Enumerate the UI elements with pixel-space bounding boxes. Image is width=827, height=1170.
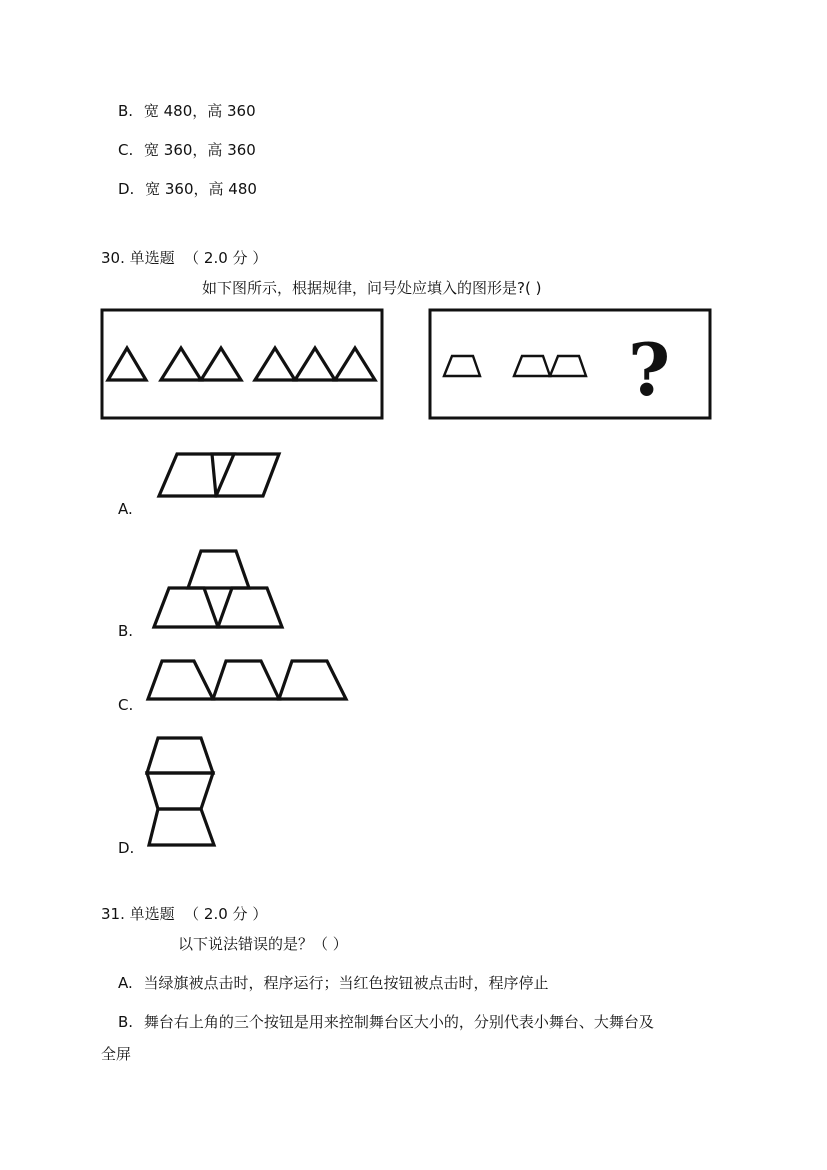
- option-letter: B.: [118, 1013, 134, 1031]
- hexagon-shape: [147, 738, 213, 773]
- trapezoid-shape: [213, 661, 279, 699]
- q30-stem: 如下图所示，根据规律，问号处应填入的图形是?( ): [202, 279, 542, 297]
- q30-header: 30. 单选题 （ 2.0 分 ）: [101, 249, 268, 267]
- q30-option-b[interactable]: B.: [118, 622, 134, 640]
- option-text: 宽 360，高 480: [145, 180, 257, 198]
- q30-option-a[interactable]: A.: [118, 500, 133, 518]
- q30-option-c-figure: [142, 651, 354, 707]
- option-letter: B.: [118, 102, 134, 120]
- triangle-shape: [295, 348, 335, 380]
- q29-option-c[interactable]: [118, 140, 256, 160]
- pattern-box-left: [102, 310, 382, 418]
- trapezoid-shape: [444, 356, 480, 376]
- parallelogram-shape: [212, 454, 279, 496]
- option-text: 舞台右上角的三个按钮是用来控制舞台区大小的，分别代表小舞台、大舞台及: [143, 1013, 654, 1031]
- q31-header: 31. 单选题 （ 2.0 分 ）: [101, 905, 268, 923]
- q31-option-b[interactable]: [118, 1012, 654, 1032]
- trapezoid-shape: [514, 356, 550, 376]
- q30-option-c[interactable]: C.: [118, 696, 134, 714]
- triangle-shape: [147, 773, 213, 809]
- triangle-shape: [108, 348, 146, 380]
- q31-option-b-continued: 全屏: [101, 1045, 132, 1063]
- triangle-shape: [255, 348, 295, 380]
- option-letter: C.: [118, 141, 134, 159]
- triangle-shape: [161, 348, 201, 380]
- q30-option-d[interactable]: D.: [118, 839, 135, 857]
- q30-pattern-figure: [95, 302, 720, 427]
- trapezoid-shape: [188, 551, 249, 588]
- trapezoid-shape: [149, 809, 214, 845]
- trapezoid-shape: [218, 588, 282, 627]
- q30-option-d-figure: [142, 728, 222, 850]
- trapezoid-shape: [550, 356, 586, 376]
- trapezoid-shape: [279, 661, 346, 699]
- option-text: 宽 480，高 360: [143, 102, 256, 120]
- q29-option-b[interactable]: [118, 101, 256, 121]
- trapezoid-shape: [148, 661, 213, 699]
- triangle-shape: [201, 348, 241, 380]
- triangle-shape: [335, 348, 375, 380]
- q29-option-d[interactable]: [118, 179, 257, 199]
- q31-stem: 以下说法错误的是？（ ）: [178, 935, 348, 953]
- q30-option-a-figure: [150, 446, 290, 501]
- q31-option-a[interactable]: [118, 973, 549, 993]
- parallelogram-shape: [159, 454, 234, 496]
- q30-option-b-figure: [148, 541, 293, 636]
- option-text: 当绿旗被点击时，程序运行；当红色按钮被点击时，程序停止: [143, 974, 549, 992]
- question-mark-icon: ?: [628, 327, 671, 412]
- trapezoid-shape: [154, 588, 218, 627]
- option-letter: A.: [118, 974, 133, 992]
- option-letter: D.: [118, 180, 135, 198]
- option-text: 宽 360，高 360: [144, 141, 256, 159]
